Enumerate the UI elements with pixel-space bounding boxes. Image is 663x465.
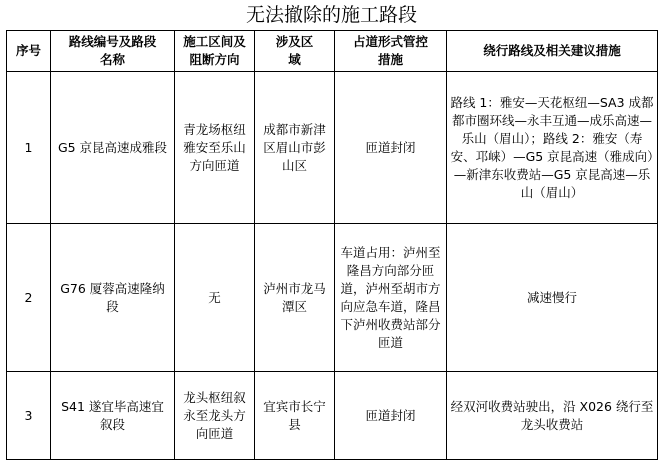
cell-route: S41 遂宜毕高速宜叙段 <box>51 372 175 460</box>
header-no: 序号 <box>7 31 51 72</box>
cell-section: 青龙场枢纽雅安至乐山方向匝道 <box>175 72 255 224</box>
header-control: 占道形式管控措施 <box>335 31 447 72</box>
cell-control: 匝道封闭 <box>335 72 447 224</box>
cell-control: 匝道封闭 <box>335 372 447 460</box>
cell-area: 宜宾市长宁县 <box>255 372 335 460</box>
cell-no: 3 <box>7 372 51 460</box>
cell-route: G76 厦蓉高速隆纳段 <box>51 224 175 372</box>
cell-area: 泸州市龙马潭区 <box>255 224 335 372</box>
cell-route: G5 京昆高速成雅段 <box>51 72 175 224</box>
table-row <box>7 72 658 224</box>
header-section: 施工区间及阻断方向 <box>175 31 255 72</box>
page-title: 无法撤除的施工路段 <box>245 4 417 26</box>
cell-area: 成都市新津区眉山市彭山区 <box>255 72 335 224</box>
header-area: 涉及区域 <box>255 31 335 72</box>
cell-detour: 减速慢行 <box>447 224 658 372</box>
cell-detour: 路线 1：雅安—天花枢纽—SA3 成都都市圈环线—永丰互通—成乐高速—乐山（眉山）；路线 2：雅安（寿安、邛崃）—G5 京昆高速（雅成向）—新津东收费站—G5 京昆高速—乐山（眉山） <box>447 72 658 224</box>
construction-table <box>6 30 658 460</box>
cell-section: 无 <box>175 224 255 372</box>
header-detour: 绕行路线及相关建议措施 <box>447 31 658 72</box>
cell-section: 龙头枢纽叙永至龙头方向匝道 <box>175 372 255 460</box>
cell-no: 1 <box>7 72 51 224</box>
table-row <box>7 224 658 372</box>
table-row <box>7 372 658 460</box>
header-route: 路线编号及路段名称 <box>51 31 175 72</box>
cell-control: 车道占用：泸州至隆昌方向部分匝道，泸州至胡市方向应急车道，隆昌下泸州收费站部分匝道 <box>335 224 447 372</box>
cell-no: 2 <box>7 224 51 372</box>
table-header-row <box>7 31 658 72</box>
cell-detour: 经双河收费站驶出，沿 X026 绕行至龙头收费站 <box>447 372 658 460</box>
